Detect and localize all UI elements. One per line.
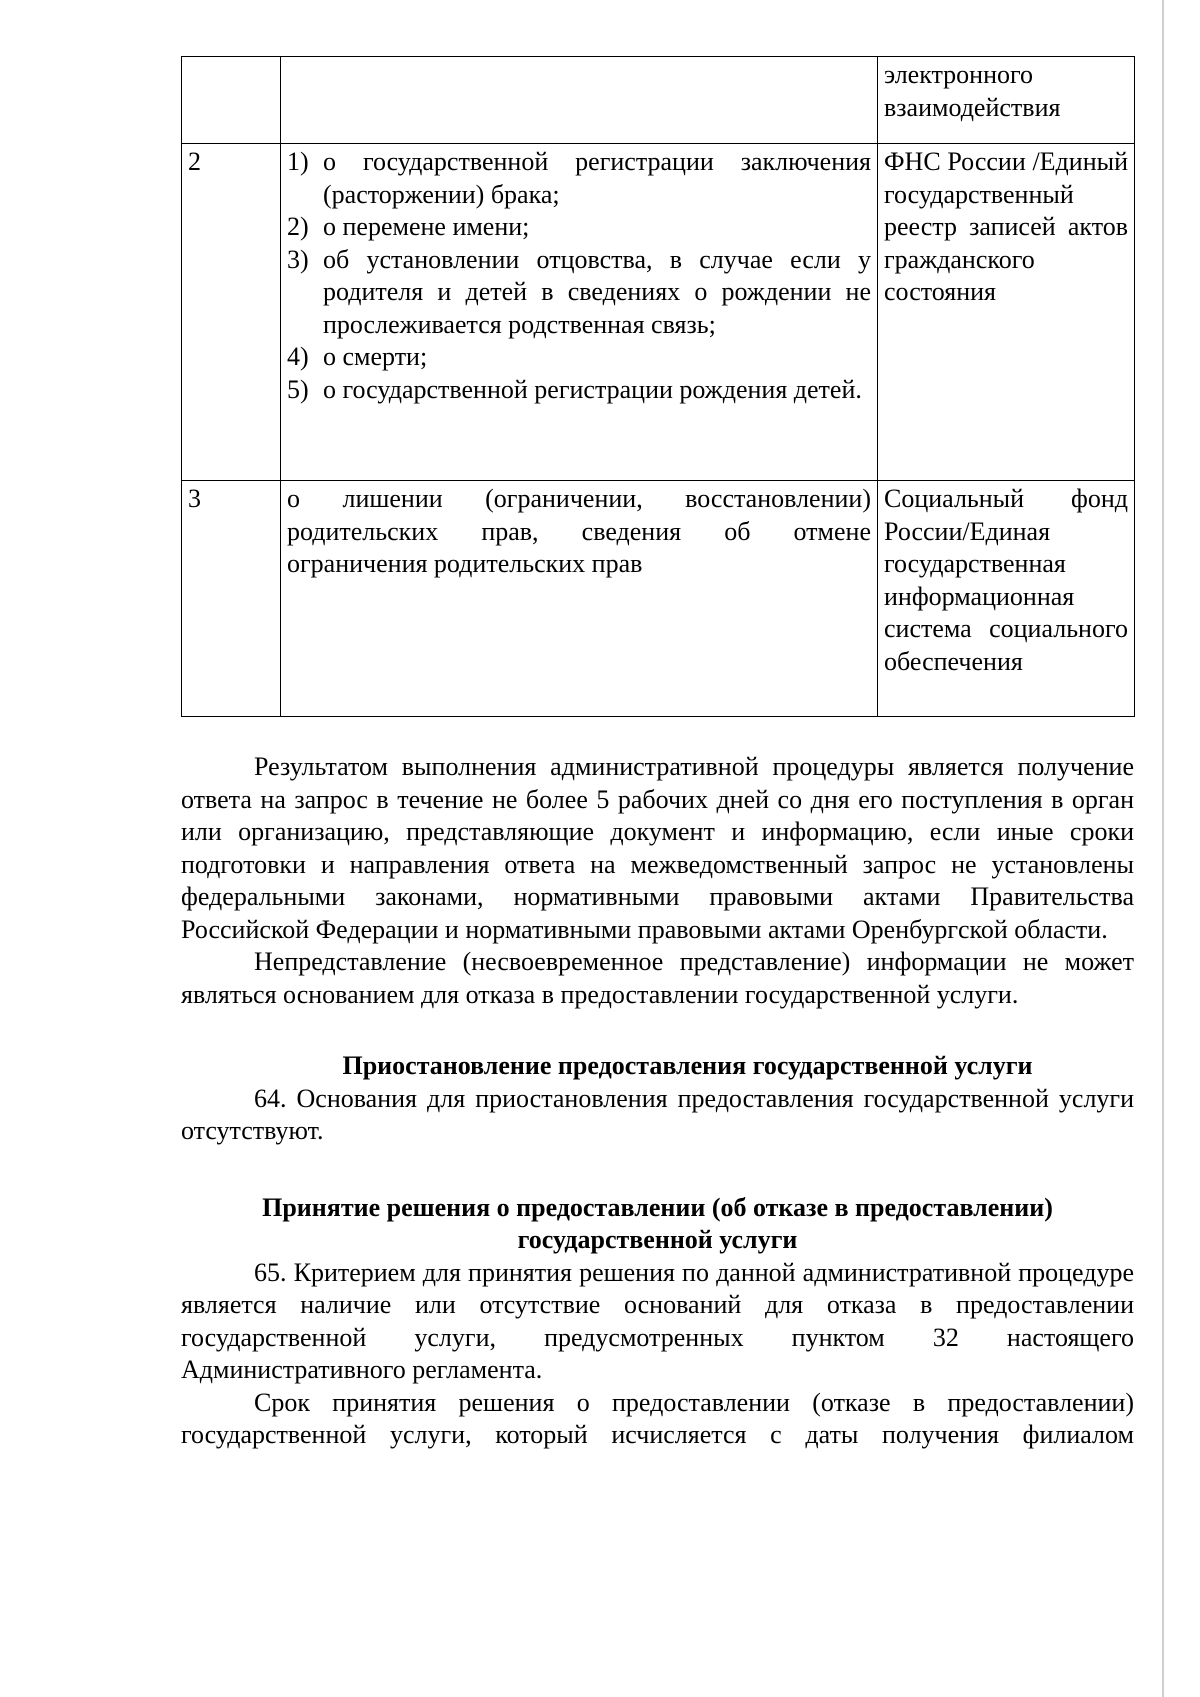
list-item	[287, 341, 871, 374]
table-row	[182, 57, 1135, 144]
row-number-cell: 2	[182, 144, 281, 481]
interagency-request-table	[181, 56, 1135, 717]
document-body	[181, 751, 1134, 1452]
list-item-text: о государственной регистрации заключения (расторжении) брака;	[323, 147, 871, 209]
scan-edge-line	[1162, 0, 1164, 1697]
list-item	[287, 244, 871, 342]
decision-heading-line2: государственной услуги	[517, 1225, 798, 1254]
list-marker: 5)	[287, 374, 309, 404]
requested-info-list	[287, 146, 871, 406]
list-item-text: о государственной регистрации рождения детей.	[323, 374, 862, 404]
list-marker: 4)	[287, 342, 309, 371]
term-paragraph: Срок принятия решения о предоставлении (отказе в предоставлении) государственной услуги, который исчисляется с даты получения филиалом	[181, 1387, 1134, 1449]
source-cell: электронного взаимодействия	[878, 57, 1135, 144]
description-cell	[281, 57, 878, 144]
list-item	[287, 374, 871, 407]
table-row	[182, 481, 1135, 717]
document-page	[181, 56, 1134, 1452]
paragraph-64: 64. Основания для приостановления предоставления государственной услуги отсутствуют.	[181, 1083, 1134, 1145]
decision-heading	[181, 1192, 1134, 1257]
suspension-heading: Приостановление предоставления государственной услуги	[342, 1051, 1033, 1080]
list-marker: 3)	[287, 244, 309, 274]
list-item-text: об установлении отцовства, в случае если у родителя и детей в сведениях о рождении не прослеживается родственная связь;	[323, 244, 871, 339]
description-cell	[281, 144, 878, 481]
non-submission-paragraph: Непредставление (несвоевременное представление) информации не может являться основанием для отказа в предоставлении государственной услуги.	[181, 947, 1134, 1009]
source-cell: ФНС России /Единый государственный реестр записей актов гражданского состояния	[878, 144, 1135, 481]
list-item	[287, 211, 871, 244]
list-marker: 1)	[287, 147, 309, 176]
row-number-cell: 3	[182, 481, 281, 717]
list-item-text: о смерти;	[323, 342, 428, 371]
result-paragraph: Результатом выполнения административной процедуры является получение ответа на запрос в течение не более 5 рабочих дней со дня его поступления в орган или организацию, представляющие документ и информацию, если иные сроки подготовки и направления ответа на межведомственный запрос не установлены федеральными законами, нормативными правовыми актами Правительства Российской Федерации и нормативными правовыми актами Оренбургской области.	[181, 752, 1134, 944]
list-marker: 2)	[287, 212, 309, 241]
row-number-cell	[182, 57, 281, 144]
list-item-text: о перемене имени;	[323, 212, 530, 241]
description-cell: о лишении (ограничении, восстановлении) родительских прав, сведения об отмене ограничения родительских прав	[281, 481, 878, 717]
source-cell: Социальный фонд России/Единая государственная информационная система социального обеспечения	[878, 481, 1135, 717]
list-item	[287, 146, 871, 211]
decision-heading-line1: Принятие решения о предоставлении (об отказе в предоставлении)	[262, 1192, 1053, 1222]
table-row	[182, 144, 1135, 481]
paragraph-65: 65. Критерием для принятия решения по данной административной процедуре является наличие или отсутствие оснований для отказа в предоставлении государственной услуги, предусмотренных пунктом 32 настоящего Административного регламента.	[181, 1257, 1134, 1384]
